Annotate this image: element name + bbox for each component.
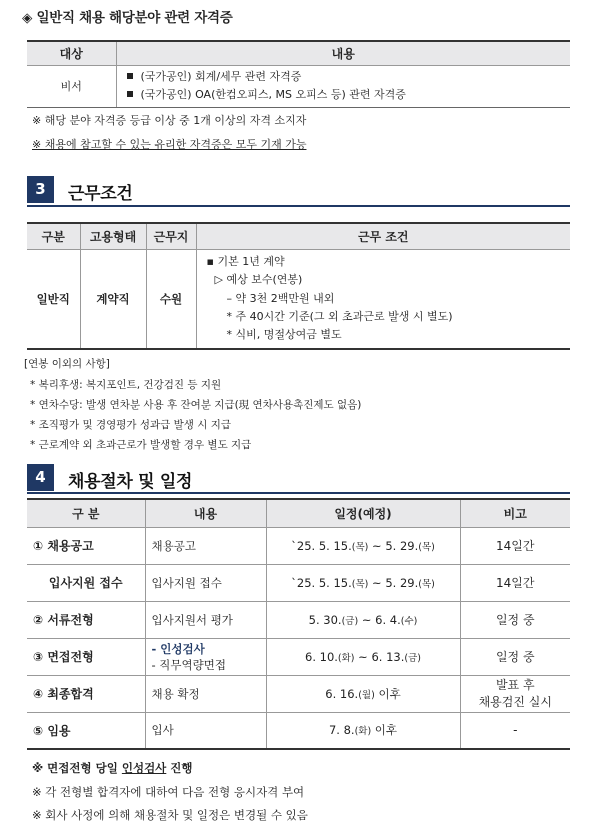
- sched-stage: ③ 면접전형: [27, 638, 145, 675]
- sched-content: 채용공고: [145, 527, 266, 564]
- work-col-conditions: 근무 조건: [196, 223, 570, 249]
- condition-line: ▷ 예상 보수(연봉): [214, 273, 303, 287]
- sched-stage: 입사지원 접수: [27, 564, 145, 601]
- sched-note: [460, 675, 570, 712]
- cert-note-2: ※ 채용에 참고할 수 있는 유리한 자격증은 모두 기재 가능: [32, 138, 307, 151]
- cert-note-1: ※ 해당 분야 자격증 등급 이상 중 1개 이상의 자격 소지자: [32, 114, 307, 127]
- cert-item: (국가공인) OA(한컴오피스, MS 오피스 등) 관련 자격증: [127, 86, 571, 104]
- sched-stage: ⑤ 임용: [27, 712, 145, 749]
- sched-note: 14일간: [460, 564, 570, 601]
- sched-content: 채용 확정: [145, 675, 266, 712]
- section-4-number: 4: [27, 464, 54, 491]
- sched-date: `25. 5. 15.(목) ~ 5. 29.(목): [266, 564, 460, 601]
- work-col-type: 구분: [27, 223, 80, 249]
- sched-content: 입사지원 접수: [145, 564, 266, 601]
- sched-stage: ② 서류전형: [27, 601, 145, 638]
- sched-note-line: 발표 후: [495, 677, 535, 692]
- work-conditions: [196, 249, 570, 349]
- sched-content: 입사지원서 평가: [145, 601, 266, 638]
- cert-heading: ◈ 일반직 채용 해당분야 관련 자격증: [22, 10, 233, 26]
- sched-date: 6. 10.(화) ~ 6. 13.(금): [266, 638, 460, 675]
- sched-content: 입사: [145, 712, 266, 749]
- cert-row-content: [116, 65, 570, 107]
- footnote-1: ※ 면접전형 당일 인성검사 진행: [32, 761, 193, 775]
- sched-content-line: - 인성검사: [151, 641, 205, 656]
- condition-line: ▪ 기본 1년 계약: [206, 255, 285, 269]
- sched-stage: ① 채용공고: [27, 527, 145, 564]
- work-employment: 계약직: [80, 249, 146, 349]
- work-type: 일반직: [27, 249, 80, 349]
- condition-line: * 식비, 명절상여금 별도: [226, 328, 342, 342]
- sched-col-content: 내용: [145, 499, 266, 527]
- sched-note: 일정 중: [460, 638, 570, 675]
- extra-title: [연봉 이외의 사항]: [24, 358, 110, 370]
- cert-col-target: 대상: [27, 41, 116, 65]
- work-col-location: 근무지: [146, 223, 196, 249]
- section-3-number: 3: [27, 176, 54, 203]
- table-row: [27, 564, 570, 601]
- sched-note: 14일간: [460, 527, 570, 564]
- cert-item: (국가공인) 회계/세무 관련 자격증: [127, 68, 571, 86]
- sched-content-line: - 직무역량면접: [151, 657, 226, 672]
- extra-item: * 근로계약 외 초과근로가 발생할 경우 별도 지급: [30, 439, 252, 451]
- table-row: [27, 527, 570, 564]
- section-3-title: 근무조건: [68, 184, 133, 204]
- square-bullet-icon: [127, 73, 133, 79]
- work-table: [27, 222, 570, 350]
- sched-col-note: 비고: [460, 499, 570, 527]
- table-row: [27, 675, 570, 712]
- sched-note: -: [513, 723, 518, 738]
- sched-col-stage: 구 분: [27, 499, 145, 527]
- condition-line: * 주 40시간 기준(그 외 초과근로 발생 시 별도): [226, 309, 453, 323]
- cert-table: [27, 40, 570, 108]
- footnote-2: ※ 각 전형별 합격자에 대하여 다음 전형 응시자격 부여: [32, 785, 305, 799]
- sched-date: 6. 16.(월) 이후: [266, 675, 460, 712]
- section-4-title: 채용절차 및 일정: [68, 472, 193, 492]
- sched-note-line: 채용검진 실시: [478, 694, 552, 709]
- table-row: [27, 601, 570, 638]
- extra-item: * 연차수당: 발생 연차분 사용 후 잔여분 지급(現 연차사용촉진제도 없음): [30, 399, 362, 411]
- cert-col-content: 내용: [116, 41, 570, 65]
- sched-stage: ④ 최종합격: [27, 675, 145, 712]
- sched-date: 7. 8.(화) 이후: [266, 712, 460, 749]
- work-col-employment: 고용형태: [80, 223, 146, 249]
- work-location: 수원: [146, 249, 196, 349]
- footnote-3: ※ 회사 사정에 의해 채용절차 및 일정은 변경될 수 있음: [32, 808, 308, 822]
- sched-date: 5. 30.(금) ~ 6. 4.(수): [266, 601, 460, 638]
- extra-item: * 복리후생: 복지포인트, 건강검진 등 지원: [30, 379, 222, 391]
- table-row: [27, 638, 570, 675]
- extra-item: * 조직평가 및 경영평가 성과급 발생 시 지급: [30, 419, 232, 431]
- sched-date: `25. 5. 15.(목) ~ 5. 29.(목): [266, 527, 460, 564]
- square-bullet-icon: [127, 91, 133, 97]
- cert-row-target: 비서: [27, 65, 116, 107]
- sched-col-date: 일정(예정): [266, 499, 460, 527]
- section-3-rule: [27, 205, 570, 207]
- sched-note: 일정 중: [460, 601, 570, 638]
- condition-line: – 약 3천 2백만원 내외: [226, 291, 335, 305]
- schedule-table: [27, 498, 570, 750]
- section-4-rule: [27, 492, 570, 494]
- sched-content: [145, 638, 266, 675]
- table-row: [27, 712, 570, 749]
